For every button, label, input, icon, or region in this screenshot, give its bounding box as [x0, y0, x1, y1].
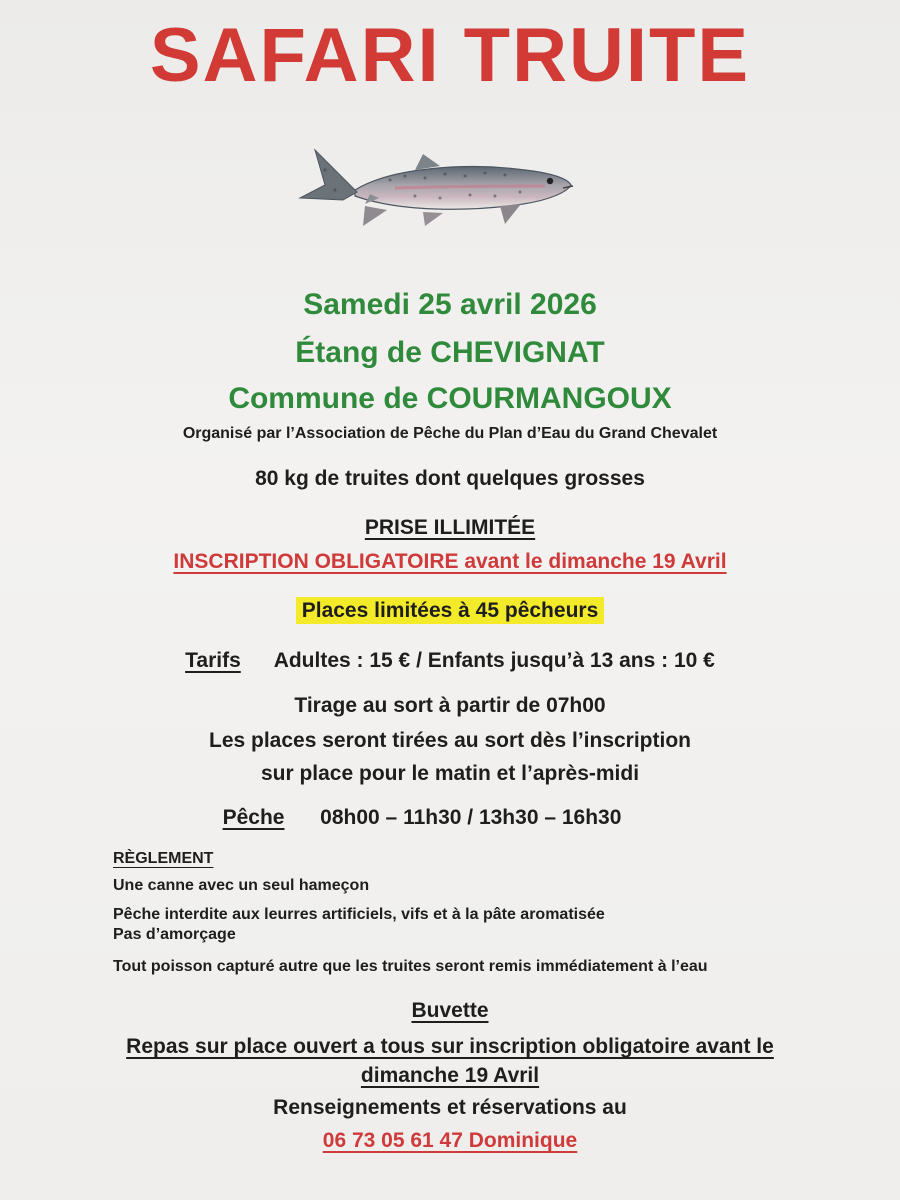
places-highlight: Places limitées à 45 pêcheurs: [296, 597, 605, 624]
repas-line-1: Repas sur place ouvert a tous sur inscription obligatoire avant le: [126, 1035, 774, 1058]
organizer: Organisé par l’Association de Pêche du Plan d’Eau du Grand Chevalet: [182, 425, 718, 442]
rule-item: Pas d’amorçage: [113, 926, 236, 943]
tarifs-row: [0, 649, 900, 673]
catch-rule: PRISE ILLIMITÉE: [364, 516, 536, 539]
repas-line-2: dimanche 19 Avril: [360, 1064, 540, 1087]
reglement-label: RÈGLEMENT: [113, 850, 214, 867]
phone-contact: 06 73 05 61 47 Dominique: [322, 1129, 578, 1152]
event-date: Samedi 25 avril 2026: [303, 288, 597, 321]
rule-item: Tout poisson capturé autre que les truites seront remis immédiatement à l’eau: [113, 958, 708, 975]
peche-row: [0, 806, 872, 830]
draw-line-3: sur place pour le matin et l’après-midi: [260, 762, 640, 785]
registration-notice: INSCRIPTION OBLIGATOIRE avant le dimanche 19 Avril: [173, 550, 727, 573]
peche-label: Pêche: [222, 806, 285, 829]
draw-line-1: Tirage au sort à partir de 07h00: [294, 694, 606, 717]
stock-info: 80 kg de truites dont quelques grosses: [255, 467, 645, 490]
peche-hours: 08h00 – 11h30 / 13h30 – 16h30: [320, 806, 622, 829]
buvette-label: Buvette: [411, 999, 489, 1022]
rule-item: Une canne avec un seul hameçon: [113, 877, 370, 894]
tarifs-label: Tarifs: [185, 649, 241, 672]
info-line: Renseignements et réservations au: [273, 1096, 627, 1119]
flyer-title: SAFARI TRUITE: [149, 13, 751, 98]
event-commune: Commune de COURMANGOUX: [228, 382, 672, 415]
trout-illustration: [295, 140, 580, 235]
draw-line-2: Les places seront tirées au sort dès l’inscription: [209, 729, 691, 752]
event-place: Étang de CHEVIGNAT: [295, 336, 605, 369]
tarifs-value: Adultes : 15 € / Enfants jusqu’à 13 ans : 10 €: [273, 649, 715, 672]
rule-item: Pêche interdite aux leurres artificiels, vifs et à la pâte aromatisée: [113, 906, 605, 923]
